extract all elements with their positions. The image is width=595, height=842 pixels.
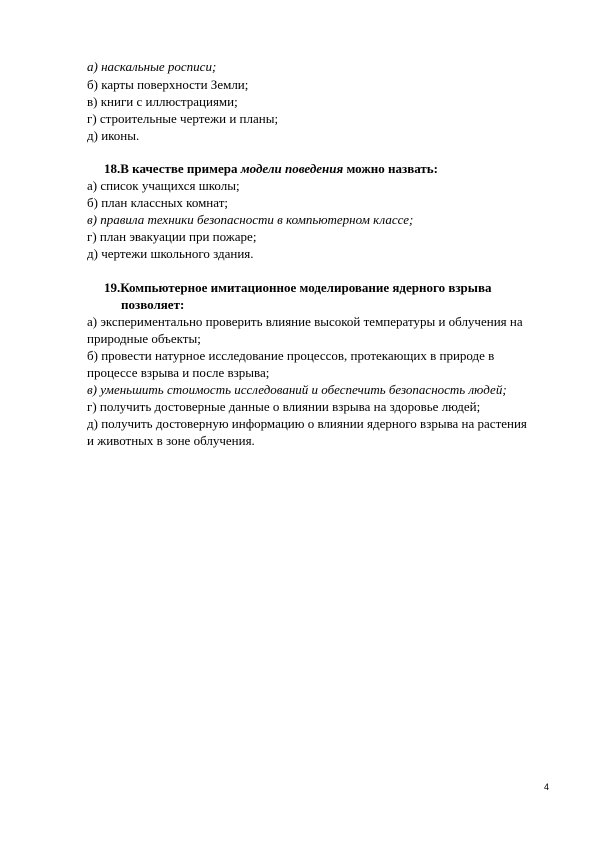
q18-option-b: б) план классных комнат; [87,195,228,210]
q18-option-d: д) чертежи школьного здания. [87,246,254,261]
q18-title [104,161,438,177]
q18-title-emphasis: модели поведения [240,161,344,176]
page-number: 4 [544,782,550,792]
q17-option-g: г) строительные чертежи и планы; [87,111,279,126]
q19-option-g: г) получить достоверные данные о влиянии взрыва на здоровье людей; [87,399,481,414]
q17-option-v: в) книги с иллюстрациями; [87,94,238,109]
q19-title-line2: позволяет: [121,297,185,312]
q19-option-d-line2: и животных в зоне облучения. [87,433,255,448]
q17-option-d: д) иконы. [87,128,140,143]
q18-title-suffix: можно назвать: [343,161,438,176]
q18-option-v: в) правила техники безопасности в компьютерном классе; [87,212,414,227]
q19-option-a-line2: природные объекты; [87,331,201,346]
q19-title-line1: 19.Компьютерное имитационное моделирование ядерного взрыва [104,280,492,295]
q19-option-b-line2: процессе взрыва и после взрыва; [87,365,270,380]
q18-option-a: а) список учащихся школы; [87,178,240,193]
q18-title-prefix: 18.В качестве примера [104,161,241,176]
q17-option-b: б) карты поверхности Земли; [87,77,249,92]
q19-option-a-line1: а) экспериментально проверить влияние высокой температуры и облучения на [87,314,523,329]
q19-option-v: в) уменьшить стоимость исследований и обеспечить безопасность людей; [87,382,507,397]
q18-option-g: г) план эвакуации при пожаре; [87,229,257,244]
q19-option-b-line1: б) провести натурное исследование процессов, протекающих в природе в [87,348,495,363]
q17-option-a: а) наскальные росписи; [87,59,217,74]
q19-option-d-line1: д) получить достоверную информацию о влиянии ядерного взрыва на растения [87,416,527,431]
